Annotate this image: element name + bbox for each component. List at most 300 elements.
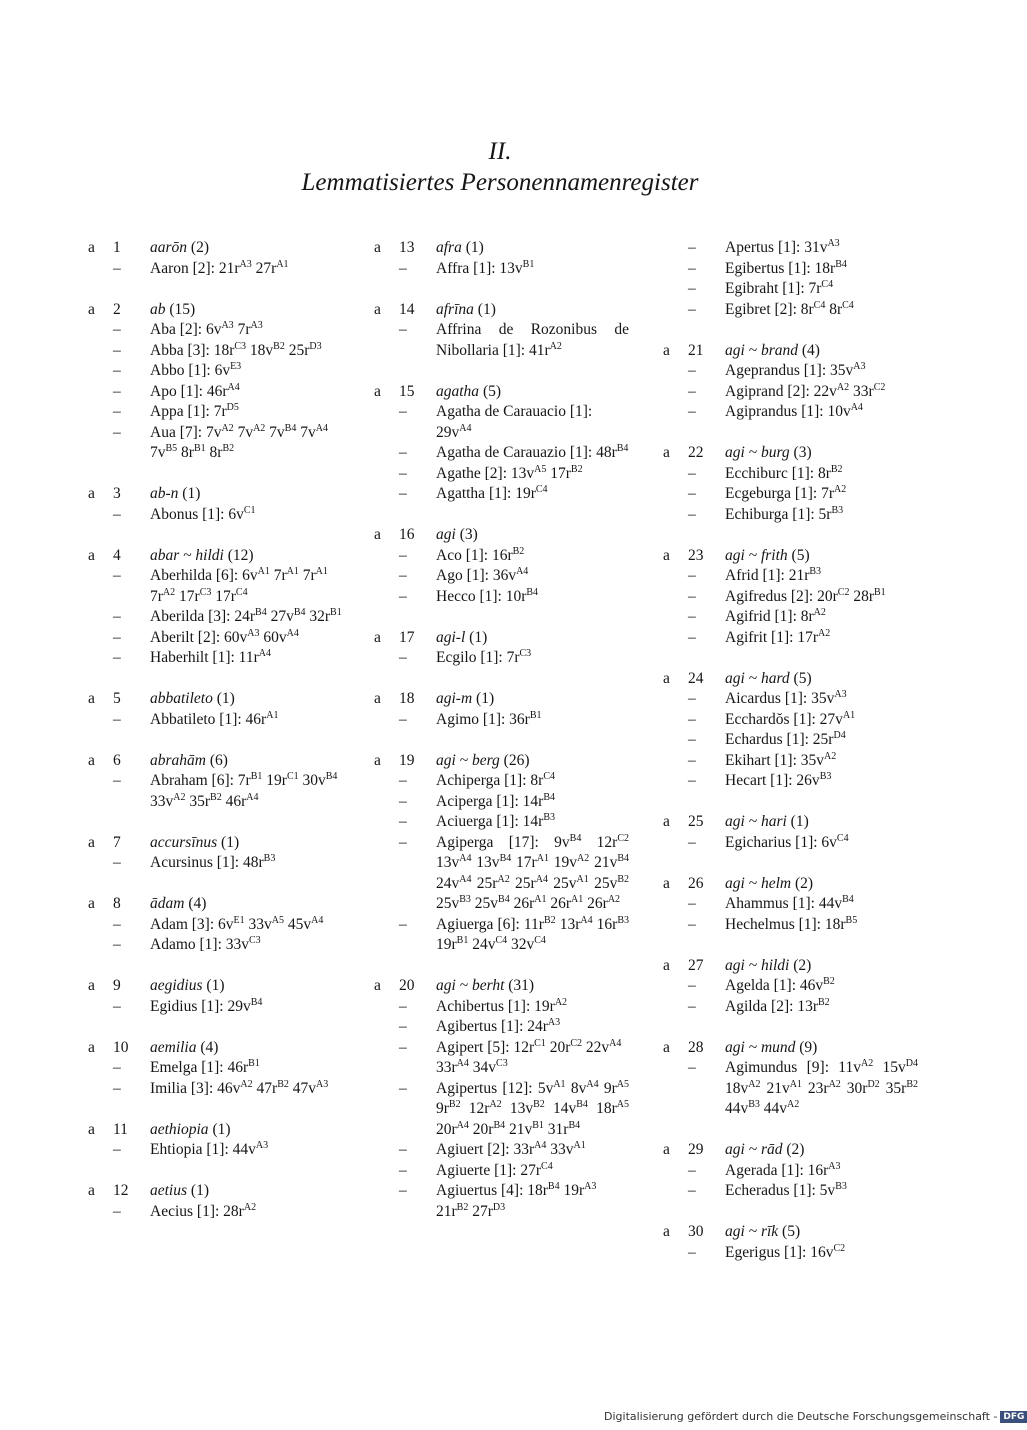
entry-letter: a (88, 1120, 95, 1138)
section-number: II. (488, 138, 512, 165)
entry-lemma-group (725, 1222, 800, 1243)
entry-lemma: ab (150, 300, 166, 318)
entry-lemma: agi ~ brand (725, 341, 798, 359)
dash-marker: – (113, 608, 121, 625)
dash-marker: – (399, 1141, 407, 1158)
dash-marker: – (113, 382, 121, 400)
index-entry (88, 689, 343, 730)
entry-count: (1) (212, 1120, 231, 1138)
name-form (663, 238, 918, 259)
name-form (663, 300, 918, 321)
entry-lemma-group (436, 751, 529, 772)
entry-letter: a (663, 874, 670, 892)
dash-marker: – (688, 833, 696, 851)
form-text: Adam [3]: $6v^{E1}$ $33v^{A5}$ $45v^{A4}$ (150, 914, 324, 933)
name-form (88, 1058, 343, 1079)
entry-lemma-group (436, 689, 494, 710)
entry-header (88, 689, 343, 710)
entry-lemma: accursīnus (150, 833, 218, 851)
name-form (374, 320, 629, 361)
form-text: Agiprand [2]: $22v^{A2}$ $33r^{C2}$ (725, 381, 886, 400)
entry-count: (6) (209, 751, 228, 769)
dash-marker: – (688, 382, 696, 400)
name-form (88, 1140, 343, 1161)
entry-header (88, 976, 343, 997)
form-text: Abba [3]: $18r^{C3}$ $18v^{B2}$ $25r^{D3}$ (150, 340, 322, 359)
form-text: Aciuerga [1]: $14r^{B3}$ (436, 812, 555, 830)
entry-count: (3) (793, 444, 812, 461)
entry-header (88, 1120, 343, 1141)
index-entry (88, 894, 343, 956)
form-text: Aco [1]: $16r^{B2}$ (436, 545, 525, 564)
entry-letter: a (663, 341, 670, 359)
form-text: Haberhilt [1]: $11r^{A4}$ (150, 648, 271, 666)
name-form (374, 792, 629, 813)
dash-marker: – (399, 1079, 407, 1097)
form-text: Echeradus [1]: $5v^{B3}$ (725, 1181, 847, 1199)
entry-header (663, 443, 918, 464)
dash-marker: – (113, 772, 121, 789)
form-text: Agiuertus [4]: $18r^{B4}$ $19r^{A3}$ $21r^{B2}$ $27r^{D3}$ (436, 1181, 597, 1220)
form-text: Agatha de Carauazio [1]: $48r^{B4}$ (436, 443, 629, 461)
entry-number: 19 (399, 751, 415, 769)
entry-header (88, 300, 343, 321)
entry-letter: a (663, 1141, 670, 1158)
entry-lemma: agi ~ helm (725, 874, 792, 892)
entry-lemma: agi ~ rād (725, 1141, 783, 1158)
name-form (374, 771, 629, 792)
entry-lemma: agi (436, 526, 456, 543)
form-text: Abbatileto [1]: $46r^{A1}$ (150, 709, 279, 728)
entry-lemma-group (150, 238, 209, 259)
index-column-3 (663, 238, 918, 1284)
name-form (374, 1181, 629, 1222)
dash-marker: – (399, 259, 407, 277)
entry-number: 6 (113, 751, 121, 769)
name-form (663, 1058, 918, 1120)
form-text: Aberilda [3]: $24r^{B4}$ $27v^{B4}$ $32r^{B1}$ (150, 607, 342, 625)
entry-lemma: agi ~ rīk (725, 1223, 779, 1240)
entry-count: (3) (459, 526, 478, 543)
dash-marker: – (688, 587, 696, 605)
name-form (663, 1243, 918, 1264)
entry-letter: a (663, 956, 670, 974)
dash-marker: – (113, 915, 121, 933)
entry-header (88, 484, 343, 505)
entry-letter: a (88, 833, 95, 851)
name-form (374, 587, 629, 608)
form-text: Agatha de Carauacio [1]: $29v^{A4}$ (436, 403, 593, 441)
form-text: Imilia [3]: $46v^{A2}$ $47r^{B2}$ $47v^{A3}$ (150, 1078, 329, 1097)
entry-letter: a (663, 669, 670, 687)
form-text: Agiuerga [6]: $11r^{B2}$ $13r^{A4}$ $16r^{B3}$ $19r^{B1}$ $24v^{C4}$ $32v^{C4}$ (436, 914, 629, 953)
form-text: Ecchardŏs [1]: $27v^{A1}$ (725, 709, 856, 728)
index-entry (374, 976, 629, 1222)
form-text: Echiburga [1]: $5r^{B3}$ (725, 504, 844, 523)
name-form (663, 915, 918, 936)
form-text: Aba [2]: $6v^{A3}$ $7r^{A3}$ (150, 320, 263, 338)
entry-lemma: abbatileto (150, 690, 213, 707)
dash-marker: – (399, 1018, 407, 1035)
name-form (88, 320, 343, 341)
form-text: Egibret [2]: $8r^{C4}$ $8r^{C4}$ (725, 299, 854, 318)
form-text: Agibertus [1]: $24r^{A3}$ (436, 1017, 561, 1035)
entry-lemma: abar ~ hildi (150, 546, 224, 564)
dash-marker: – (399, 464, 407, 482)
entry-number: 30 (688, 1223, 704, 1240)
dash-marker: – (113, 649, 121, 666)
index-entry (88, 1181, 343, 1222)
entry-lemma-group (436, 238, 484, 259)
entry-count: (4) (188, 895, 207, 912)
name-form (663, 628, 918, 649)
dash-marker: – (688, 259, 696, 277)
entry-number: 29 (688, 1141, 704, 1158)
form-text: Agipert [5]: $12r^{C1}$ $20r^{C2}$ $22v^{A4}$ $33r^{A4}$ $34v^{C3}$ (436, 1037, 622, 1076)
dash-marker: – (688, 362, 696, 379)
form-text: Egibraht [1]: $7r^{C4}$ (725, 279, 834, 297)
name-form (374, 484, 629, 505)
entry-count: (1) (790, 813, 809, 830)
entry-letter: a (374, 628, 381, 646)
dash-marker: – (113, 403, 121, 420)
index-entry (374, 238, 629, 279)
entry-number: 11 (113, 1120, 128, 1138)
entry-number: 4 (113, 546, 121, 564)
form-text: Ekihart [1]: $35v^{A2}$ (725, 750, 837, 769)
form-text: Agiperga [17]: $9v^{B4}$ $12r^{C2}$ $13v^{A4}$ $13v^{B4}$ $17r^{A1}$ $19v^{A2}$ $21v^{B4}$ $24v^{A4}$ $25r^{A2}$ $25r^{A4}$ $25v^{A1}$ $25v^{B2}$ $25v^{B3}$ $25v^{B4}$ $26r^{A1}$ $26r^{A1}$ $26r^{A2}$ (436, 832, 630, 912)
name-form (663, 1161, 918, 1182)
index-entry (88, 976, 343, 1017)
entry-count: (1) (465, 239, 484, 256)
index-entry (374, 382, 629, 505)
entry-lemma-group (150, 689, 235, 710)
entry-header (88, 546, 343, 567)
entry-number: 26 (688, 874, 704, 892)
entry-letter: a (663, 1223, 670, 1240)
name-form (88, 771, 343, 812)
entry-lemma-group (725, 669, 812, 690)
entry-lemma-group (725, 956, 811, 977)
entry-lemma: agi ~ berht (436, 977, 505, 994)
name-form (663, 279, 918, 300)
form-text: Ehtiopia [1]: $44v^{A3}$ (150, 1140, 269, 1158)
name-form (663, 894, 918, 915)
dash-marker: – (688, 997, 696, 1015)
entry-number: 16 (399, 526, 415, 543)
name-form (374, 710, 629, 731)
index-entry (88, 833, 343, 874)
index-entry (88, 1038, 343, 1100)
name-form (663, 464, 918, 485)
name-form (663, 976, 918, 997)
entry-count: (1) (469, 628, 488, 646)
name-form (374, 997, 629, 1018)
form-text: Aciperga [1]: $14r^{B4}$ (436, 791, 555, 810)
dash-marker: – (399, 833, 407, 851)
entry-letter: a (374, 239, 381, 256)
form-text: Aaron [2]: $21r^{A3}$ $27r^{A1}$ (150, 258, 289, 277)
name-form (374, 833, 629, 915)
form-text: Apo [1]: $46r^{A4}$ (150, 381, 240, 400)
form-text: Aicardus [1]: $35v^{A3}$ (725, 689, 847, 707)
entry-number: 1 (113, 239, 121, 256)
form-text: Egicharius [1]: $6v^{C4}$ (725, 832, 849, 851)
form-text: Agipertus [12]: $5v^{A1}$ $8v^{A4}$ $9r^{A5}$ $9r^{B2}$ $12r^{A2}$ $13v^{B2}$ $14v^{B4}$ $18r^{A5}$ $20r^{A4}$ $20r^{B4}$ $21v^{B1}$ $31r^{B4}$ (436, 1078, 630, 1138)
entry-count: (1) (190, 1182, 209, 1199)
entry-lemma: agi ~ berg (436, 751, 500, 769)
entry-letter: a (663, 813, 670, 830)
name-form (374, 402, 629, 443)
entry-letter: a (374, 690, 381, 707)
entry-lemma-group (725, 1038, 817, 1059)
index-entry (663, 1038, 918, 1120)
entry-lemma: afra (436, 239, 462, 256)
name-form (88, 423, 343, 464)
form-text: Ecchiburc [1]: $8r^{B2}$ (725, 463, 843, 482)
form-text: Agifrit [1]: $17r^{A2}$ (725, 627, 831, 646)
dash-marker: – (399, 649, 407, 666)
entry-lemma-group (150, 546, 254, 567)
entry-count: (2) (786, 1141, 805, 1158)
entry-lemma: agi-l (436, 628, 466, 646)
entry-letter: a (88, 300, 95, 318)
entry-count: (15) (169, 300, 196, 318)
entry-lemma: ab-n (150, 485, 179, 502)
form-text: Emelga [1]: $46r^{B1}$ (150, 1058, 260, 1076)
entry-letter: a (88, 895, 95, 912)
dash-marker: – (688, 1182, 696, 1199)
entry-lemma: agi-m (436, 690, 473, 707)
index-entry (88, 1120, 343, 1161)
dash-marker: – (399, 792, 407, 810)
dash-marker: – (688, 628, 696, 646)
name-form (88, 915, 343, 936)
entry-lemma-group (150, 1038, 218, 1059)
index-entry (663, 669, 918, 792)
entry-count: (1) (477, 300, 496, 318)
index-entry (663, 546, 918, 649)
name-form (374, 648, 629, 669)
form-text: Egidius [1]: $29v^{B4}$ (150, 996, 263, 1015)
form-text: Apertus [1]: $31v^{A3}$ (725, 238, 840, 256)
entry-lemma-group (725, 812, 809, 833)
dash-marker: – (113, 628, 121, 646)
dash-marker: – (688, 300, 696, 318)
entry-number: 21 (688, 341, 704, 359)
form-text: Ecgeburga [1]: $7r^{A2}$ (725, 484, 847, 502)
name-form (374, 1038, 629, 1079)
name-form (663, 382, 918, 403)
form-text: Aberilt [2]: $60v^{A3}$ $60v^{A4}$ (150, 627, 299, 646)
entry-lemma-group (150, 894, 206, 915)
name-form (88, 259, 343, 280)
entry-number: 12 (113, 1182, 129, 1199)
entry-header (374, 525, 629, 546)
name-form (374, 546, 629, 567)
entry-lemma: aetius (150, 1182, 188, 1199)
entry-number: 8 (113, 895, 121, 912)
entry-lemma: agatha (436, 382, 480, 400)
dash-marker: – (399, 1161, 407, 1179)
entry-lemma: agi ~ mund (725, 1038, 796, 1056)
dash-marker: – (688, 915, 696, 933)
entry-letter: a (374, 526, 381, 543)
dfg-logo: DFG (1000, 1411, 1027, 1423)
entry-count: (9) (799, 1038, 818, 1056)
entry-lemma-group (150, 1181, 209, 1202)
name-form (88, 997, 343, 1018)
name-form (374, 1161, 629, 1182)
entry-header (88, 833, 343, 854)
entry-count: (5) (793, 669, 812, 687)
name-form (663, 730, 918, 751)
dash-marker: – (113, 997, 121, 1015)
name-form (88, 607, 343, 628)
entry-count: (1) (216, 690, 235, 707)
dash-marker: – (399, 772, 407, 789)
name-form (663, 1181, 918, 1202)
entry-letter: a (663, 444, 670, 461)
name-form (663, 771, 918, 792)
name-form (88, 566, 343, 607)
index-entry (663, 956, 918, 1018)
index-entry (88, 546, 343, 669)
dash-marker: – (688, 690, 696, 707)
entry-lemma-group (436, 976, 534, 997)
entry-count: (4) (200, 1038, 219, 1056)
index-entry (663, 812, 918, 853)
entry-lemma-group (725, 443, 812, 464)
name-form (88, 935, 343, 956)
form-text: Agerada [1]: $16r^{A3}$ (725, 1160, 841, 1179)
form-text: Agifrid [1]: $8r^{A2}$ (725, 607, 826, 625)
entry-letter: a (88, 690, 95, 707)
dash-marker: – (688, 464, 696, 482)
form-text: Egerigus [1]: $16v^{C2}$ (725, 1242, 846, 1261)
dash-marker: – (113, 936, 121, 953)
form-text: Appa [1]: $7r^{D5}$ (150, 402, 239, 420)
entry-letter: a (663, 1038, 670, 1056)
index-entry (374, 628, 629, 669)
entry-header (663, 546, 918, 567)
name-form (88, 402, 343, 423)
name-form (663, 587, 918, 608)
entry-lemma-group (725, 1140, 804, 1161)
index-column-1 (88, 238, 343, 1243)
name-form (663, 833, 918, 854)
dash-marker: – (688, 751, 696, 769)
dash-marker: – (399, 567, 407, 584)
entry-count: (1) (221, 833, 240, 851)
index-entry (88, 484, 343, 525)
entry-header (374, 689, 629, 710)
name-form (663, 505, 918, 526)
form-text: Ahammus [1]: $44v^{B4}$ (725, 894, 854, 912)
name-form (663, 566, 918, 587)
footer-credit (604, 1410, 1027, 1423)
name-form (88, 361, 343, 382)
form-text: Affrina de Rozonibus de Nibollaria [1]: $41r^{A2}$ (436, 321, 629, 359)
index-entry (374, 751, 629, 956)
form-text: Echardus [1]: $25r^{D4}$ (725, 730, 846, 748)
entry-lemma: abrahām (150, 751, 206, 769)
form-text: Afrid [1]: $21r^{B3}$ (725, 566, 822, 584)
entry-number: 27 (688, 956, 704, 974)
form-text: Ecgilo [1]: $7r^{C3}$ (436, 648, 532, 666)
entry-header (663, 812, 918, 833)
form-text: Abonus [1]: $6v^{C1}$ (150, 504, 256, 523)
entry-lemma-group (436, 300, 496, 321)
entry-number: 24 (688, 669, 704, 687)
entry-letter: a (88, 1038, 95, 1056)
name-form (663, 997, 918, 1018)
entry-header (663, 956, 918, 977)
entry-letter: a (374, 300, 381, 318)
name-form (374, 464, 629, 485)
entry-header (88, 1038, 343, 1059)
dash-marker: – (399, 546, 407, 564)
dash-marker: – (688, 239, 696, 256)
dash-marker: – (399, 403, 407, 420)
entry-lemma: agi ~ burg (725, 444, 790, 461)
entry-lemma: agi ~ frith (725, 546, 788, 564)
dash-marker: – (399, 997, 407, 1015)
index-entry (663, 874, 918, 936)
name-form (374, 1017, 629, 1038)
entry-letter: a (88, 485, 95, 502)
entry-lemma-group (150, 300, 195, 321)
form-text: Ageprandus [1]: $35v^{A3}$ (725, 361, 866, 379)
entry-lemma: agi ~ hard (725, 669, 790, 687)
dash-marker: – (688, 1059, 696, 1076)
entry-number: 5 (113, 690, 121, 707)
entry-letter: a (374, 977, 381, 994)
entry-count: (2) (190, 239, 209, 256)
entry-letter: a (88, 751, 95, 769)
entry-lemma-group (150, 751, 228, 772)
name-form (88, 505, 343, 526)
entry-header (374, 300, 629, 321)
dash-marker: – (688, 280, 696, 297)
form-text: Agimo [1]: $36r^{B1}$ (436, 709, 542, 728)
form-text: Acursinus [1]: $48r^{B3}$ (150, 853, 276, 871)
entry-header (663, 341, 918, 362)
entry-number: 28 (688, 1038, 704, 1056)
dash-marker: – (113, 854, 121, 871)
entry-count: (1) (206, 977, 225, 994)
name-form (88, 341, 343, 362)
entry-letter: a (88, 1182, 95, 1199)
form-text: Aecius [1]: $28r^{A2}$ (150, 1201, 257, 1220)
entry-count: (1) (182, 485, 201, 502)
form-text: Hechelmus [1]: $18r^{B5}$ (725, 914, 858, 933)
entry-header (88, 238, 343, 259)
index-entry (663, 443, 918, 525)
form-text: Achiperga [1]: $8r^{C4}$ (436, 771, 555, 789)
name-form (88, 382, 343, 403)
page-title: Lemmatisiertes Personennamenregister (301, 169, 699, 196)
entry-header (663, 1222, 918, 1243)
dash-marker: – (399, 1182, 407, 1199)
form-text: Egibertus [1]: $18r^{B4}$ (725, 258, 847, 277)
dash-marker: – (688, 485, 696, 502)
dash-marker: – (688, 710, 696, 728)
entry-lemma: afrīna (436, 300, 474, 318)
entry-letter: a (663, 546, 670, 564)
entry-header (374, 238, 629, 259)
dash-marker: – (113, 1202, 121, 1220)
